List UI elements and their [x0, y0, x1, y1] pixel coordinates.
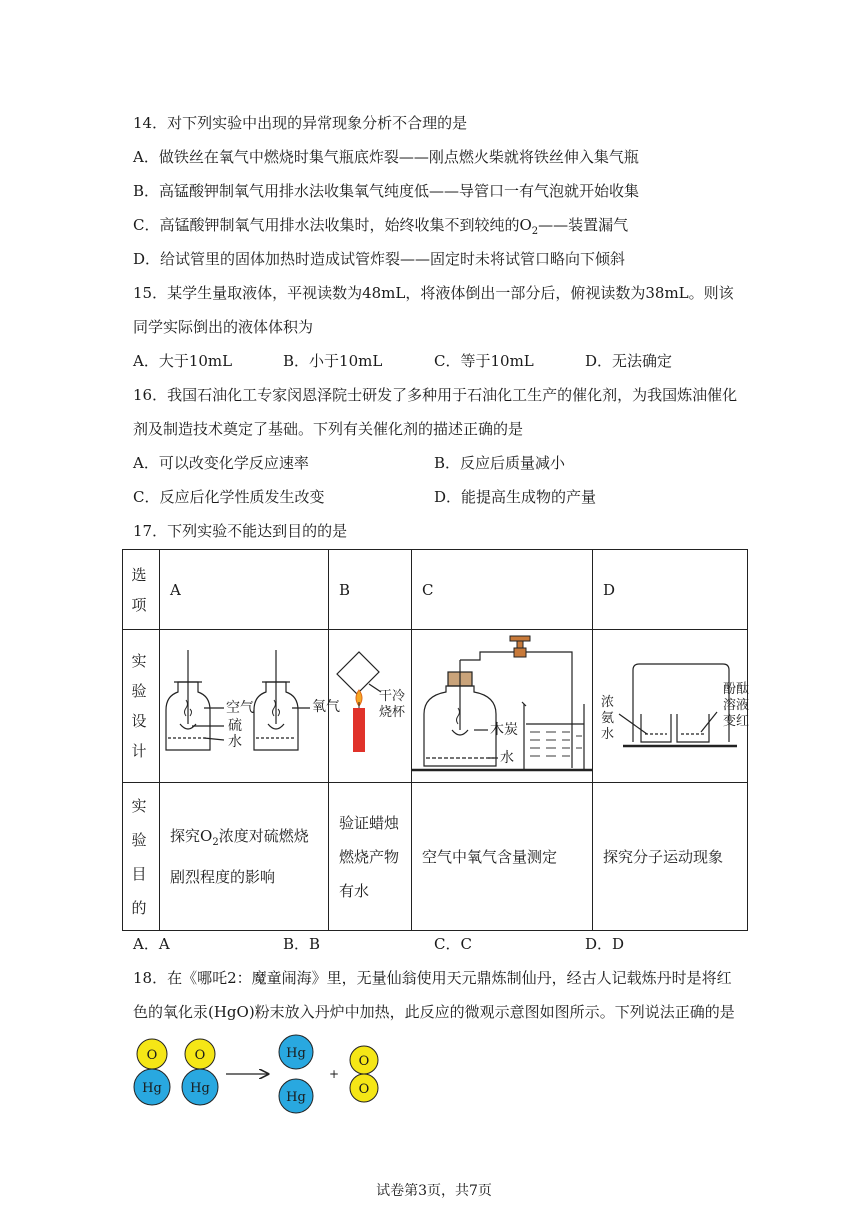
atom-label-o: O: [358, 1082, 370, 1097]
atom-label-o: O: [194, 1048, 206, 1063]
label-charcoal: 木炭: [490, 722, 518, 738]
q16-option-a: A．可以改变化学反应速率: [133, 454, 309, 472]
q16-option-c: C．反应后化学性质发生改变: [133, 488, 325, 506]
candle-figure: [329, 630, 411, 778]
q17-stem: 17．下列实验不能达到目的的是: [133, 522, 348, 540]
col-header-d: D: [593, 550, 748, 630]
atom-label-o: O: [358, 1054, 370, 1069]
purpose-cell-c: 空气中氧气含量测定: [412, 783, 593, 931]
q16-stem-line2: 剂及制造技术奠定了基础。下列有关催化剂的描述正确的是: [133, 420, 524, 438]
purpose-a-line1: 探究$O_2$浓度对硫燃烧: [170, 827, 309, 848]
experiment-table: [122, 549, 748, 931]
oxygen-content-figure: [412, 630, 592, 778]
purpose-cell-b: 验证蜡烛 燃烧产物 有水: [329, 783, 412, 931]
q14-option-b: B．高锰酸钾制氧气用排水法收集氧气纯度低——导管口一有气泡就开始收集: [133, 182, 640, 200]
purpose-cell-d: 探究分子运动现象: [593, 783, 748, 931]
table-row-options: [123, 550, 748, 630]
q17-option-d: D．D: [585, 935, 625, 953]
table-row-purpose: [123, 783, 748, 931]
atom-label-hg: Hg: [190, 1081, 210, 1096]
purpose-a-line2: 剧烈程度的影响: [170, 868, 276, 886]
purpose-cell-a: [160, 783, 329, 931]
row-label-options: 选 项: [131, 565, 147, 614]
label-oxygen: 氧气: [312, 699, 340, 715]
atom-label-hg: Hg: [286, 1090, 306, 1105]
label-solution: 溶液: [723, 698, 750, 713]
label-water: 水: [228, 734, 242, 750]
row-label-purpose: 实 验 目 的: [131, 796, 147, 917]
label-sulfur: 硫: [228, 718, 242, 734]
candle-body: [353, 708, 365, 752]
q15-stem-line1: 15．某学生量取液体，平视读数为48mL，将液体倒出一部分后，俯视读数为38mL。则该: [133, 284, 734, 302]
page-footer: 试卷第3页，共7页: [376, 1183, 492, 1199]
q16-option-b: B．反应后质量减小: [434, 454, 566, 472]
label-water-d: 水: [601, 727, 615, 742]
plus-sign: +: [328, 1067, 340, 1081]
q15-stem-line2: 同学实际倒出的液体体积为: [133, 318, 314, 336]
atom-label-hg: Hg: [142, 1081, 162, 1096]
label-water-c: 水: [500, 750, 514, 766]
label-ammonia: 氨: [601, 711, 615, 726]
q14-option-a: A．做铁丝在氧气中燃烧时集气瓶底炸裂——刚点燃火柴就将铁丝伸入集气瓶: [133, 148, 639, 166]
reaction-diagram: [128, 1036, 388, 1116]
design-cell-a: [160, 630, 340, 783]
q18-stem-line2: 色的氧化汞(HgO)粉末放入丹炉中加热，此反应的微观示意图如图所示。下列说法正确的是: [133, 1003, 735, 1021]
q16-stem-line1: 16．我国石油化工专家闵恩泽院士研发了多种用于石油化工生产的催化剂，为我国炼油催化: [133, 386, 738, 404]
q15-option-b: B．小于10mL: [283, 352, 383, 370]
q18-stem-line1: 18．在《哪吒2：魔童闹海》里，无量仙翁使用天元鼎炼制仙丹，经古人记载炼丹时是将红: [133, 969, 732, 987]
label-concentrated: 浓: [601, 695, 615, 710]
table-row-design: [123, 630, 748, 783]
q16-option-d: D．能提高生成物的产量: [434, 488, 597, 506]
label-dry-cold: 干冷: [379, 689, 406, 704]
q15-option-a: A．大于10mL: [133, 352, 233, 370]
phenolphthalein-label-clip: [723, 681, 749, 729]
q17-option-b: B．B: [283, 935, 321, 953]
label-cell-purpose: [123, 783, 160, 931]
atom-label-o: O: [146, 1048, 158, 1063]
atom-label-hg: Hg: [286, 1046, 306, 1061]
q17-option-a: A．A: [133, 935, 170, 953]
q14-option-c: C．高锰酸钾制氧气用排水法收集时，始终收集不到较纯的$O_2——$装置漏气: [133, 216, 629, 237]
design-cell-b: [329, 630, 412, 783]
q15-option-d: D．无法确定: [585, 352, 673, 370]
label-cell-options: [123, 550, 160, 630]
label-cell-design: [123, 630, 160, 783]
col-header-c: C: [412, 550, 593, 630]
clamp-icon: [510, 636, 530, 657]
row-label-design: 实 验 设 计: [131, 652, 147, 760]
q14-stem: 14．对下列实验中出现的异常现象分析不合理的是: [133, 114, 468, 132]
design-cell-c: [412, 630, 593, 783]
col-header-a: A: [160, 550, 329, 630]
label-phenolphthalein: 酚酞: [723, 682, 750, 697]
sulfur-combustion-figure: [160, 630, 340, 778]
q15-option-c: C．等于10mL: [434, 352, 534, 370]
q14-option-d: D．给试管里的固体加热时造成试管炸裂——固定时未将试管口略向下倾斜: [133, 250, 626, 268]
design-cell-d: [593, 630, 748, 783]
col-header-b: B: [329, 550, 412, 630]
label-turns-red: 变红: [723, 714, 750, 729]
molecule-motion-figure: [593, 630, 750, 778]
label-air: 空气: [226, 700, 254, 716]
q17-option-c: C．C: [434, 935, 472, 953]
label-beaker: 烧杯: [379, 705, 406, 720]
